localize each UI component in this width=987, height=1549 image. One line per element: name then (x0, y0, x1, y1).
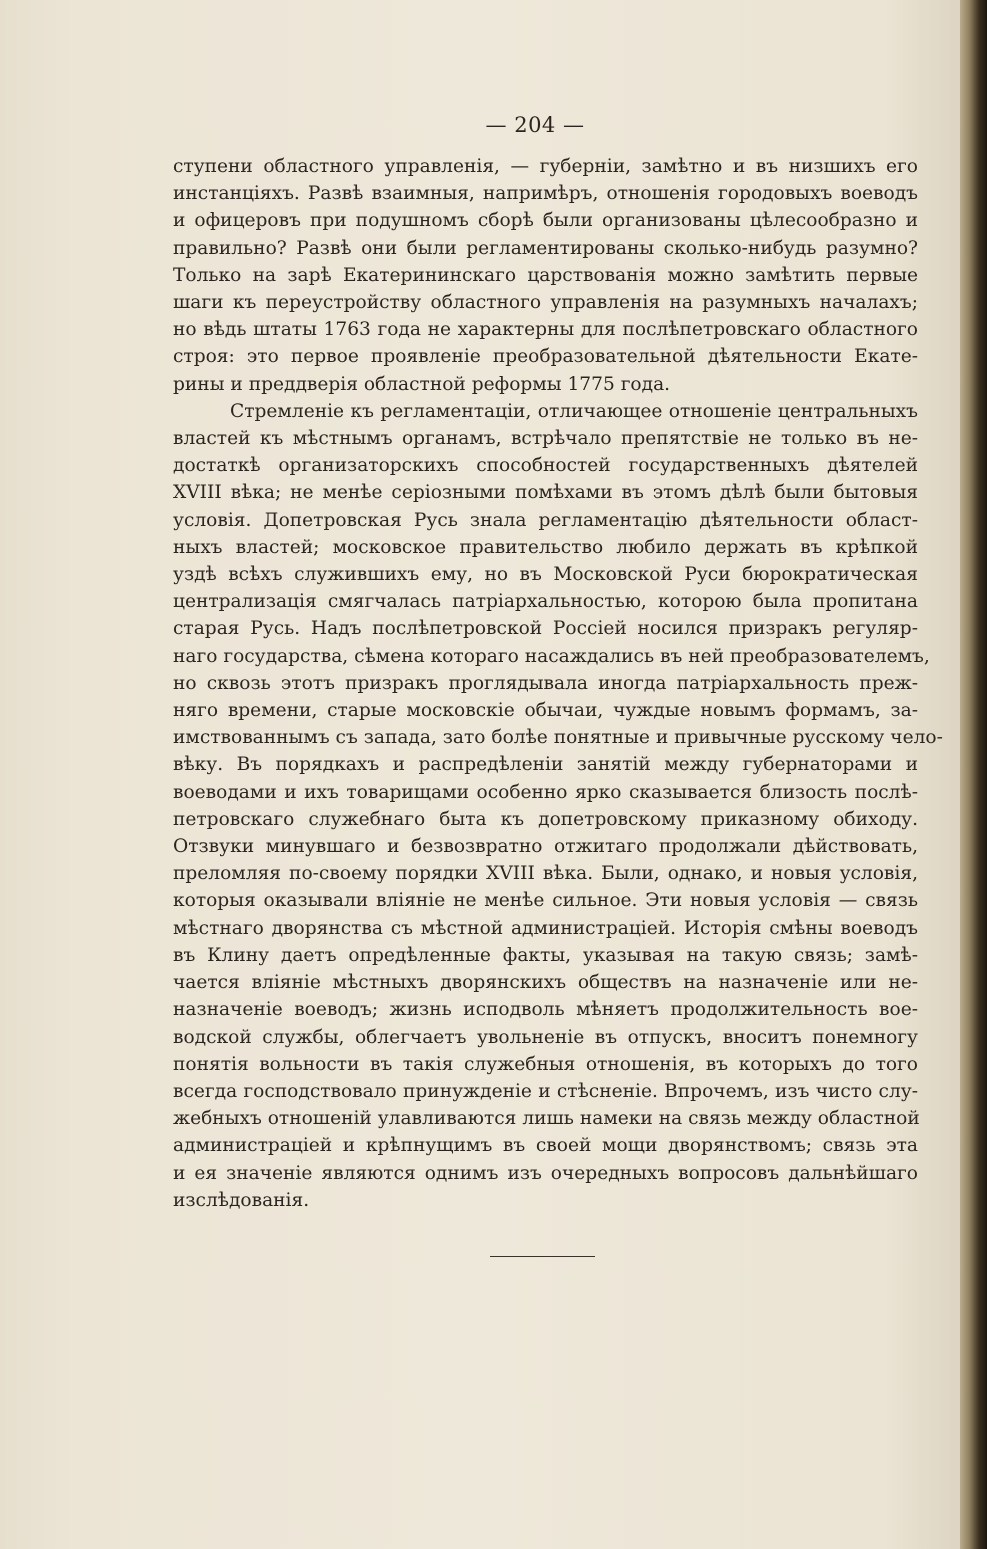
text-line: Только на зарѣ Екатерининскаго царствованія можно замѣтить первые (173, 264, 918, 286)
text-line: назначеніе воеводъ; жизнь исподволь мѣняетъ продолжительность вое- (173, 999, 918, 1021)
text-line: Отзвуки минувшаго и безвозвратно отжитаго продолжали дѣйствовать, (173, 836, 918, 858)
text-line: водской службы, облегчаетъ увольненіе въ отпускъ, вноситъ понемногу (173, 1026, 918, 1048)
text-line: всегда господствовало принужденіе и стѣсненіе. Впрочемъ, изъ чисто слу- (173, 1080, 918, 1102)
text-line: наго государства, сѣмена котораго насаждались въ ней преобразователемъ, (173, 645, 930, 667)
text-line: инстанціяхъ. Развѣ взаимныя, напримѣръ, отношенія городовыхъ воеводъ (173, 183, 918, 205)
text-line: ступени областного управленія, — губерніи, замѣтно и въ низшихъ его (173, 156, 918, 177)
text-line: рины и преддверія областной реформы 1775 года. (173, 373, 671, 395)
text-line: администраціей и крѣпнущимъ въ своей мощи дворянствомъ; связь эта (173, 1135, 918, 1157)
text-line: XVIII вѣка; не менѣе серіозными помѣхами въ этомъ дѣлѣ были бытовыя (173, 482, 918, 504)
text-line: шаги къ переустройству областного управленія на разумныхъ началахъ; (173, 292, 918, 314)
text-line: преломляя по-своему порядки XVIII вѣка. Были, однако, и новыя условія, (173, 863, 918, 885)
text-line: понятія вольности въ такія служебныя отношенія, въ которыхъ до того (173, 1053, 918, 1075)
text-line: и ея значеніе являются однимъ изъ очередныхъ вопросовъ дальнѣйшаго (173, 1162, 918, 1184)
text-line: ныхъ властей; московское правительство любило держать въ крѣпкой (173, 536, 918, 558)
text-line: вѣку. Въ порядкахъ и распредѣленіи занятій между губернаторами и (173, 754, 918, 776)
text-line: петровскаго служебнаго быта къ допетровскому приказному обиходу. (173, 808, 918, 830)
text-line: правильно? Развѣ они были регламентированы сколько-нибудь разумно? (173, 237, 918, 259)
text-line: чается вліяніе мѣстныхъ дворянскихъ обществъ на назначеніе или не- (173, 972, 918, 994)
text-line: жебныхъ отношеній улавливаются лишь намеки на связь между областной (173, 1108, 920, 1130)
text-line: имствованнымъ съ запада, зато болѣе понятные и привычные русскому чело- (173, 727, 943, 749)
text-line: Стремленіе къ регламентаціи, отличающее отношеніе центральныхъ (230, 400, 918, 422)
text-line: и офицеровъ при подушномъ сборѣ были организованы цѣлесообразно и (173, 210, 918, 232)
text-line: достаткѣ организаторскихъ способностей государственныхъ дѣятелей (173, 455, 918, 477)
text-line: въ Клину даетъ опредѣленные факты, указывая на такую связь; замѣ- (173, 944, 918, 966)
text-line: воеводами и ихъ товарищами особенно ярко сказывается близость послѣ- (173, 781, 918, 803)
text-line: но вѣдь штаты 1763 года не характерны для послѣпетровскаго областного (173, 319, 918, 341)
text-line: условія. Допетровская Русь знала регламентацію дѣятельности област- (173, 509, 918, 531)
text-line: уздѣ всѣхъ служившихъ ему, но въ Московской Руси бюрократическая (173, 564, 918, 586)
body-text (173, 153, 943, 1214)
book-binding-edge (960, 0, 987, 1549)
text-line: которыя оказывали вліяніе не менѣе сильное. Эти новыя условія — связь (173, 890, 918, 912)
text-line: централизація смягчалась патріархальностью, которою была пропитана (173, 591, 918, 613)
text-line: изслѣдованія. (173, 1189, 310, 1211)
text-line: строя: это первое проявленіе преобразовательной дѣятельности Екате- (173, 346, 918, 368)
page-number: — 204 — (485, 113, 585, 137)
text-line: властей къ мѣстнымъ органамъ, встрѣчало препятствіе не только въ не- (173, 428, 918, 450)
end-rule (490, 1256, 595, 1257)
text-line: но сквозь этотъ призракъ проглядывала иногда патріархальность преж- (173, 672, 918, 694)
text-line: мѣстнаго дворянства съ мѣстной администраціей. Исторія смѣны воеводъ (173, 917, 918, 939)
text-line: старая Русь. Надъ послѣпетровской Россіей носился призракъ регуляр- (173, 618, 918, 640)
text-line: няго времени, старые московскіе обычаи, чуждые новымъ формамъ, за- (173, 700, 918, 722)
